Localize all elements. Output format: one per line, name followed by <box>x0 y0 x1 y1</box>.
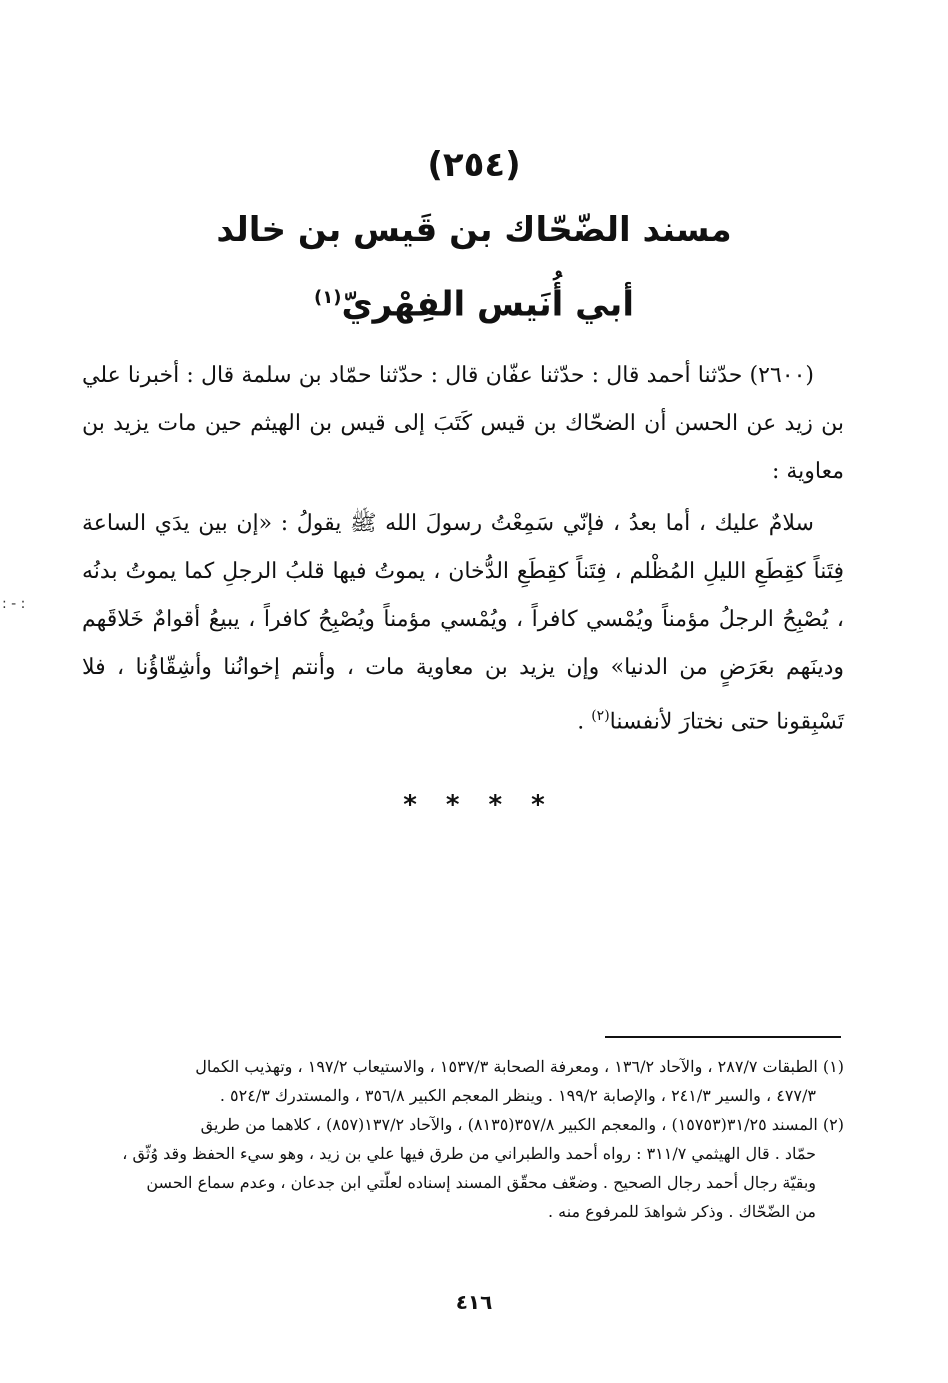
footnote-2-line-4: من الضّحّاك . وذكر شواهدَ للمرفوع منه . <box>547 1202 816 1221</box>
quote-end: . <box>577 709 592 735</box>
footnote-1-line-2: ٤٧٧/٣ ، والسير ٢٤١/٣ ، والإصابة ١٩٩/٢ . وينظر المعجم الكبير ٣٥٦/٨ ، والمستدرك ٥٢٤/٣ . <box>219 1086 816 1105</box>
hadith-isnad: (٢٦٠٠) حدّثنا أحمد قال : حدّثنا عفّان قال : حدّثنا حمّاد بن سلمة قال : أخبرنا علي بن زيد عن الحسن أن الضحّاك بن قيس كَتَبَ إلى قيس بن الهيثم حين مات يزيد بن معاوية : <box>82 363 844 484</box>
footnote-2-line-2: حمّاد . قال الهيثمي ٣١١/٧ : رواه أحمد والطبراني من طرق فيها علي بن زيد ، وهو سيء الحفظ وقد وُثّق ، <box>122 1144 816 1163</box>
chapter-title-line1: مسند الضّحّاك بن قَيس بن خالد <box>216 210 732 250</box>
quote-footnote-ref: (٢) <box>591 708 610 724</box>
hadith-body <box>82 352 844 746</box>
footnote-divider <box>605 1036 841 1038</box>
footnote-1-line-1: (١) الطبقات ٢٨٧/٧ ، والآحاد ١٣٦/٢ ، ومعرفة الصحابة ١٥٣٧/٣ ، والاستيعاب ١٩٧/٢ ، وتهذيب الكمال <box>195 1057 844 1076</box>
page-number: ٤١٦ <box>455 1290 493 1314</box>
margin-mark: : - : <box>2 596 26 612</box>
chapter-title-line2 <box>0 270 948 332</box>
chapter-number: (٢٥٤) <box>427 145 521 185</box>
footnotes <box>80 1052 844 1226</box>
hadith-quote-text: سلامٌ عليك ، أما بعدُ ، فإنّي سَمِعْتُ رسولَ الله ﷺ يقولُ : «إن بين يدَي الساعة فِتَناً كقِطَعِ الليلِ المُظْلم ، فِتَناً كقِطَعِ الدُّخان ، يموتُ فيها قلبُ الرجلِ كما يموتُ بدنُه ، يُصْبِحُ الرجلُ مؤمناً ويُمْسي كافراً ، ويُمْسي مؤمناً ويُصْبِحُ كافراً ، يبيعُ أقوامٌ خَلاقَهم ودينَهم بعَرَضٍ من الدنيا» وإن يزيد بن معاوية مات ، وأنتم إخوانُنا وأشِقّاؤُنا ، فلا تَسْبِقونا حتى نختارَ لأنفسنا <box>82 511 844 735</box>
hadith-quote <box>82 500 844 746</box>
footnote-2-line-3: وبقيّة رجال أحمد رجال الصحيح . وضعّف محقّق المسند إسناده لعلّتي ابن جدعان ، وعدم سماع الحسن <box>146 1173 816 1192</box>
section-separator: * * * * <box>403 790 545 820</box>
footnote-2-line-1: (٢) المسند ٣١/٢٥(١٥٧٥٣) ، والمعجم الكبير ٣٥٧/٨(٨١٣٥) ، والآحاد ١٣٧/٢(٨٥٧) ، كلاهما من طريق <box>200 1115 844 1134</box>
title-footnote-ref: (١) <box>314 287 342 308</box>
chapter-title-name: أبي أُنَيس الفِهْريّ <box>341 284 634 325</box>
